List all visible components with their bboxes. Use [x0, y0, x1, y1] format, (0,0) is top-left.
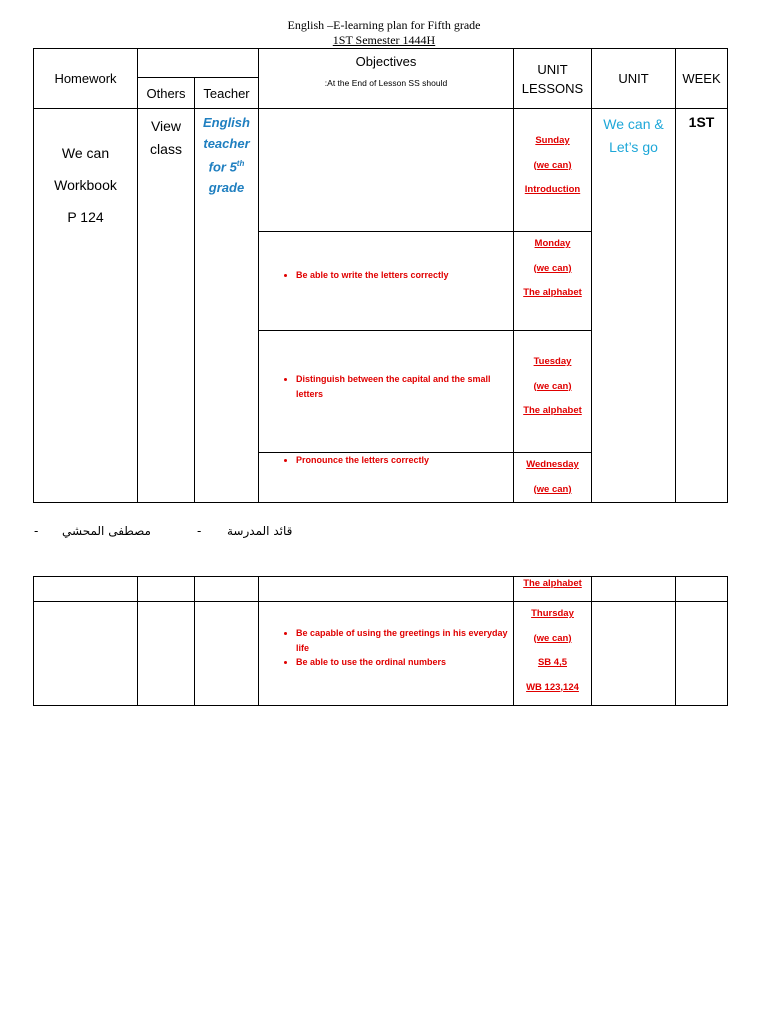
- semester-title: 1ST Semester 1444H: [332, 33, 436, 47]
- lesson-cell-wednesday: [514, 453, 592, 503]
- principal-label: قائد المدرسة: [227, 524, 293, 538]
- empty-cell: [195, 602, 259, 706]
- lesson-line: The alphabet: [523, 405, 582, 416]
- others-cell: [138, 109, 195, 503]
- empty-cell: [34, 577, 138, 602]
- empty-cell: [259, 577, 514, 602]
- objective-item: • Be able to use the ordinal numbers: [296, 655, 513, 670]
- unit-lessons-header: [514, 49, 592, 109]
- lesson-line: (we can): [533, 262, 572, 274]
- lesson-line: Monday: [534, 238, 571, 249]
- objectives-title: Objectives: [355, 54, 417, 69]
- objective-item: • Distinguish between the capital and the small letters: [296, 372, 507, 401]
- objective-item: • Pronounce the letters correctly: [296, 453, 513, 468]
- lesson-line: Introduction: [524, 184, 581, 195]
- unit-header: UNIT: [592, 49, 676, 109]
- lesson-line: The alphabet: [523, 287, 582, 298]
- objective-item: • Be capable of using the greetings in his everyday life: [296, 626, 513, 655]
- others-header: Others: [138, 78, 195, 109]
- document-title: English –E-learning plan for Fifth grade: [287, 18, 481, 32]
- homework-cell: [34, 109, 138, 503]
- lesson-line: (we can): [533, 380, 572, 392]
- teacher-name: مصطفى المحشي: [62, 524, 151, 538]
- signature-footer: [0, 524, 768, 542]
- continuation-table: [33, 576, 728, 706]
- objective-cell-thursday: [259, 602, 514, 706]
- unit-lessons-line2: LESSONS: [521, 80, 584, 96]
- empty-cell: [592, 577, 676, 602]
- empty-cell: [138, 577, 195, 602]
- homework-line: P 124: [67, 209, 104, 225]
- lesson-cell-monday: [514, 232, 592, 331]
- homework-header: Homework: [34, 49, 138, 109]
- unit-line: We can &: [603, 116, 664, 132]
- week-cell: 1ST: [676, 109, 728, 503]
- empty-cell: [34, 602, 138, 706]
- empty-cell: [676, 577, 728, 602]
- footer-dash: -: [197, 524, 202, 538]
- lesson-line: WB 123,124: [526, 681, 579, 693]
- objective-cell-wednesday: [259, 453, 514, 503]
- teacher-header: Teacher: [195, 78, 259, 109]
- unit-line: Let’s go: [609, 139, 658, 155]
- teacher-grade-suffix: th: [236, 159, 245, 168]
- lesson-line: (we can): [533, 159, 572, 171]
- lesson-line: SB 4,5: [537, 657, 568, 668]
- empty-cell: [676, 602, 728, 706]
- week-header: WEEK: [676, 49, 728, 109]
- teacher-line: teacher: [203, 135, 250, 151]
- teacher-grade-text: for 5: [208, 159, 237, 175]
- lesson-cell-tuesday: [514, 331, 592, 453]
- lesson-cell-sunday: [514, 109, 592, 232]
- lesson-line: Sunday: [535, 135, 570, 146]
- lesson-cell-thursday: [514, 602, 592, 706]
- lesson-line: Wednesday: [526, 459, 579, 470]
- unit-lessons-line1: UNIT: [537, 61, 568, 77]
- objective-cell-sunday: [259, 109, 514, 232]
- empty-cell: [138, 602, 195, 706]
- others-line: class: [150, 141, 182, 157]
- lesson-plan-table: [33, 48, 728, 503]
- teacher-line: English: [203, 115, 250, 130]
- empty-header-cell: [138, 49, 259, 78]
- objective-item: • Be able to write the letters correctly: [296, 268, 513, 283]
- others-line: View: [150, 118, 182, 134]
- teacher-line: [195, 154, 258, 178]
- empty-cell: [195, 577, 259, 602]
- empty-cell: [592, 602, 676, 706]
- objectives-subtitle: :At the End of Lesson SS should: [324, 78, 448, 88]
- teacher-cell: [195, 109, 259, 503]
- objectives-header: [259, 49, 514, 109]
- lesson-line: Thursday: [531, 608, 574, 619]
- objective-cell-tuesday: [259, 331, 514, 453]
- teacher-line: grade: [208, 179, 245, 195]
- footer-dash: -: [34, 524, 39, 538]
- homework-line: Workbook: [54, 177, 117, 193]
- homework-line: We can: [61, 145, 110, 161]
- lesson-cell-alphabet: The alphabet: [514, 577, 592, 602]
- lesson-line: Tuesday: [533, 356, 572, 367]
- unit-cell: [592, 109, 676, 503]
- lesson-line: (we can): [533, 632, 572, 644]
- lesson-line: (we can): [533, 483, 572, 495]
- objective-cell-monday: [259, 232, 514, 331]
